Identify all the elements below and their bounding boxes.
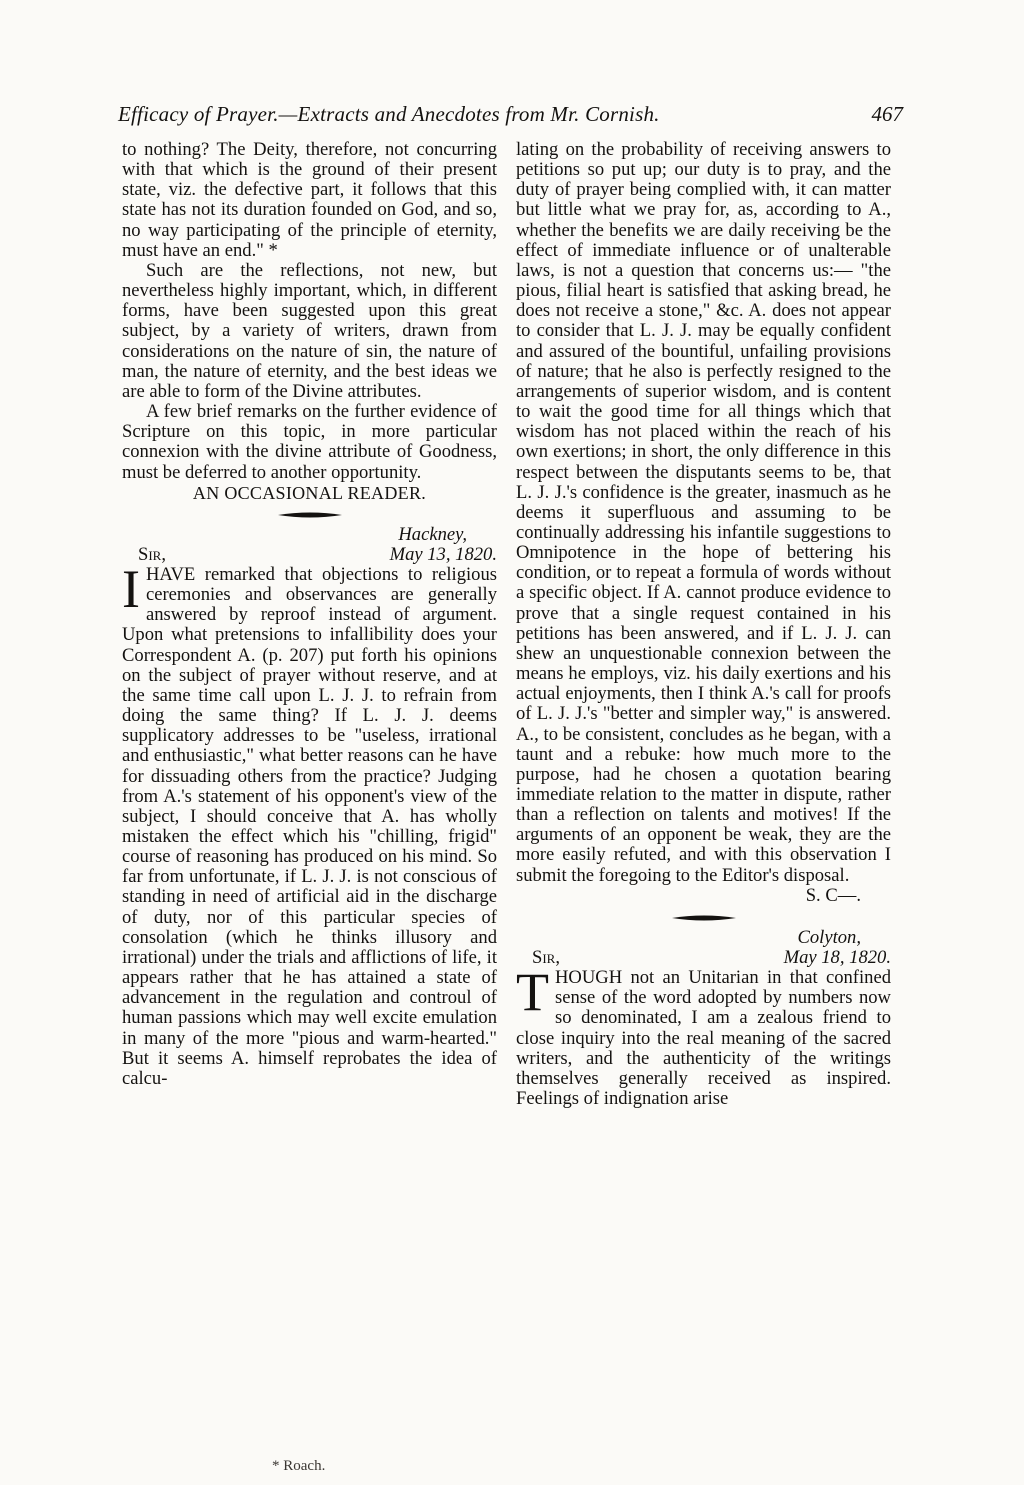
letter-date bbox=[390, 545, 497, 565]
salutation-right: Sir, bbox=[532, 947, 560, 969]
divider-rule bbox=[278, 511, 342, 519]
letter-place-right: Colyton, bbox=[797, 926, 861, 948]
drop-cap-right: T bbox=[516, 962, 549, 1023]
salutation: Sir, bbox=[138, 543, 166, 565]
letter-date-right-text: May 18, 1820. bbox=[783, 947, 891, 969]
letter-place: Hackney, bbox=[398, 523, 467, 545]
footnote-text: * Roach. bbox=[272, 1458, 326, 1474]
paragraph-reflections: Such are the reflections, not new, but nevertheless highly important, which, in different forms, have been suggested upon this great subject, by a variety of writers, drawn from considerations on the nature of sin, the nature of man, the nature of eternity, and the best ideas we are able to form of the Divine attributes. bbox=[122, 259, 497, 402]
letter-date-text: May 13, 1820. bbox=[389, 543, 497, 565]
salutation-line-right bbox=[516, 948, 891, 968]
page-number: 467 bbox=[871, 102, 903, 126]
salutation-line bbox=[122, 545, 497, 565]
letter-body-text: HAVE remarked that objections to religious ceremonies and observances are generally answered by reproof instead of argument. Upon what pretensions to infallibility does your Correspondent A. (p. 207) put forth his opinions on the subject of prayer without reserve, and at the same time call upon L. J. J. to refrain from doing the same thing? If L. J. J. deems supplicatory addresses to be "useless, irrational and enthusiastic," what better reasons can he have for dissuading others from the practice? Judging from A.'s statement of his opponent's view of the subject, I should conceive that A. has wholly mistaken the effect which his "chilling, frigid" course of reasoning has produced on his mind. So far from unfortunate, if L. J. J. is not conscious of standing in need of artificial aid in the discharge of duty, nor of this particular species of consolation (which he thinks illusory and irrational) under the trials and afflictions of life, it appears rather that he has attained a state of advancement in the regulation and controul of human passions which may well excite emulation in many of the more "pious and warm-hearted." But it seems A. himself reprobates the idea of calcu- bbox=[122, 563, 497, 1089]
right-column bbox=[516, 140, 891, 1109]
letter-body bbox=[122, 558, 497, 1089]
left-column bbox=[122, 140, 497, 1089]
divider-rule-right bbox=[672, 914, 736, 922]
letter-body-right bbox=[516, 962, 891, 1110]
paragraph-continued: to nothing? The Deity, therefore, not concurring with that which is the ground of their present state, viz. the defective part, it follows that this state has not its duration founded on God, and so, no way participating of the principle of eternity, must have an end." * bbox=[122, 139, 497, 261]
signature-sc: S. C—. bbox=[805, 884, 861, 906]
paragraph-further-remarks: A few brief remarks on the further evidence of Scripture on this topic, in more particular connexion with the divine attribute of Goodness, must be deferred to another opportunity. bbox=[122, 401, 497, 483]
signature-occasional-reader: AN OCCASIONAL READER. bbox=[192, 482, 427, 503]
running-header bbox=[118, 102, 903, 138]
running-title: Efficacy of Prayer.—Extracts and Anecdotes from Mr. Cornish. bbox=[118, 102, 660, 126]
paragraph-continued-right: lating on the probability of receiving answers to petitions so put up; our duty is to pray, and the duty of prayer being complied with, it can matter but little what we pray for, as, according to A., whether the benefits we are daily receiving be the effect of immediate influence or of unalterable laws, is not a question that concerns us:— "the pious, filial heart is satisfied that asking bread, he does not receive a stone," &c. A. does not appear to consider that L. J. J. may be equally confident and assured of the bountiful, unfailing provisions of nature; that he also is perfectly resigned to the arrangements of superior wisdom, and is content to wait the good time for all things which that wisdom has not placed within the reach of his own exertions; in short, the only difference in this respect between the disputants seems to be, that L. J. J.'s confidence is the greater, inasmuch as he deems it superfluous and assuming to be continually addressing his infantile suggestions to Omnipotence in the hope of bettering his condition, or to repeat a formula of words without a specific object. If A. cannot produce evidence to prove that a single request contained in his petitions has been answered, and if L. J. J. can shew an unquestionable connexion between the means he employs, viz. his daily exertions and his actual enjoyments, then I think A.'s call for proofs of L. J. J.'s "better and simpler way," is answered. A., to be consistent, concludes as he began, with a taunt and a rebuke: how much more to the purpose, had he chosen a quotation bearing immediate relation to the matter in dispute, rather than a reflection on talents and motives! If the arguments of an opponent be weak, they are the more easily refuted, and with this observation I submit the foregoing to the Editor's disposal. bbox=[516, 139, 891, 886]
letter-date-right bbox=[784, 948, 891, 968]
drop-cap: I bbox=[122, 558, 140, 619]
letter-body-right-text: HOUGH not an Unitarian in that confined sense of the word adopted by numbers now so denominated, I am a zealous friend to close inquiry into the real meaning of the sacred writers, and the authenticity of the writings themselves generally received as inspired. Feelings of indignation arise bbox=[516, 967, 891, 1110]
